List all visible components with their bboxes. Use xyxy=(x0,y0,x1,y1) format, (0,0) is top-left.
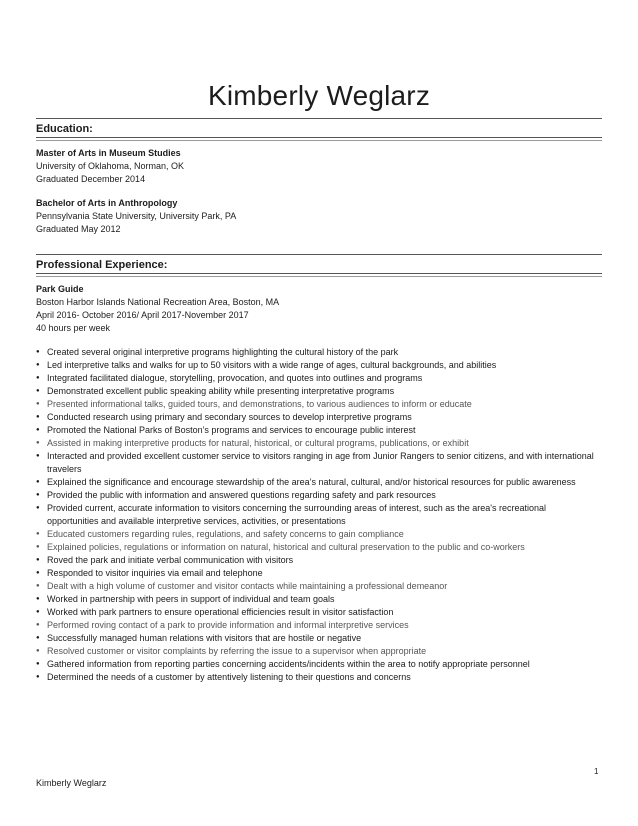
list-item: ● Interacted and provided excellent customer service to visitors ranging in age from Junior Rangers to senior citizens, and with international travelers xyxy=(36,450,596,476)
list-item: ● Created several original interpretive programs highlighting the cultural history of the park xyxy=(36,346,596,359)
degree-title: Bachelor of Arts in Anthropology xyxy=(36,198,178,208)
list-item: ● Assisted in making interpretive products for natural, historical, or cultural programs, publications, or exhibit xyxy=(36,437,596,450)
list-item: ● Presented informational talks, guided tours, and demonstrations, to various audiences to inform or educate xyxy=(36,398,596,411)
list-item: ● Worked with park partners to ensure operational efficiencies result in visitor satisfaction xyxy=(36,606,596,619)
job-title: Park Guide xyxy=(36,284,84,294)
degree-date: Graduated December 2014 xyxy=(36,174,146,184)
page-number: 1 xyxy=(594,767,599,776)
list-item: ● Gathered information from reporting parties concerning accidents/incidents within the area to notify appropriate personnel xyxy=(36,658,596,671)
list-item: ● Led interpretive talks and walks for up to 50 visitors with a wide range of ages, cultural backgrounds, and abilities xyxy=(36,359,596,372)
experience-heading: Professional Experience: xyxy=(36,254,602,274)
list-item: ● Integrated facilitated dialogue, storytelling, provocation, and quotes into outlines and programs xyxy=(36,372,596,385)
duties-list xyxy=(36,346,596,684)
footer-name: Kimberly Weglarz xyxy=(36,778,107,788)
list-item: ● Provided current, accurate information to visitors concerning the surrounding areas of interest, such as the area's recreational opportunities and available interpretive services, activities, or presentations xyxy=(36,502,596,528)
degree-bachelors xyxy=(36,197,602,236)
job-hours: 40 hours per week xyxy=(36,323,111,333)
list-item: ● Explained the significance and encourage stewardship of the area’s natural, cultural, and/or historical resources for public awareness xyxy=(36,476,596,489)
list-item: ● Performed roving contact of a park to provide information and informal interpretive services xyxy=(36,619,596,632)
degree-title: Master of Arts in Museum Studies xyxy=(36,148,181,158)
education-heading: Education: xyxy=(36,118,602,138)
list-item: ● Educated customers regarding rules, regulations, and safety concerns to gain compliance xyxy=(36,528,596,541)
job-entry xyxy=(36,283,602,335)
list-item: ● Roved the park and initiate verbal communication with visitors xyxy=(36,554,596,567)
job-dates: April 2016- October 2016/ April 2017-November 2017 xyxy=(36,310,249,320)
resume-name: Kimberly Weglarz xyxy=(207,80,431,111)
list-item: ● Demonstrated excellent public speaking ability while presenting interpretative programs xyxy=(36,385,596,398)
list-item: ● Explained policies, regulations or information on natural, historical and cultural preservation to the public and co-workers xyxy=(36,541,596,554)
list-item: ● Determined the needs of a customer by attentively listening to their questions and concerns xyxy=(36,671,596,684)
degree-date: Graduated May 2012 xyxy=(36,224,121,234)
job-organization: Boston Harbor Islands National Recreation Area, Boston, MA xyxy=(36,297,280,307)
list-item: ● Conducted research using primary and secondary sources to develop interpretive programs xyxy=(36,411,596,424)
list-item: ● Successfully managed human relations with visitors that are hostile or negative xyxy=(36,632,596,645)
degree-masters xyxy=(36,147,602,186)
list-item: ● Promoted the National Parks of Boston’s programs and services to encourage public interest xyxy=(36,424,596,437)
degree-school: Pennsylvania State University, University Park, PA xyxy=(36,211,237,221)
list-item: ● Provided the public with information and answered questions regarding safety and park resources xyxy=(36,489,596,502)
list-item: ● Dealt with a high volume of customer and visitor contacts while maintaining a professional demeanor xyxy=(36,580,596,593)
degree-school: University of Oklahoma, Norman, OK xyxy=(36,161,185,171)
list-item: ● Worked in partnership with peers in support of individual and team goals xyxy=(36,593,596,606)
list-item: ● Resolved customer or visitor complaints by referring the issue to a supervisor when appropriate xyxy=(36,645,596,658)
list-item: ● Responded to visitor inquiries via email and telephone xyxy=(36,567,596,580)
